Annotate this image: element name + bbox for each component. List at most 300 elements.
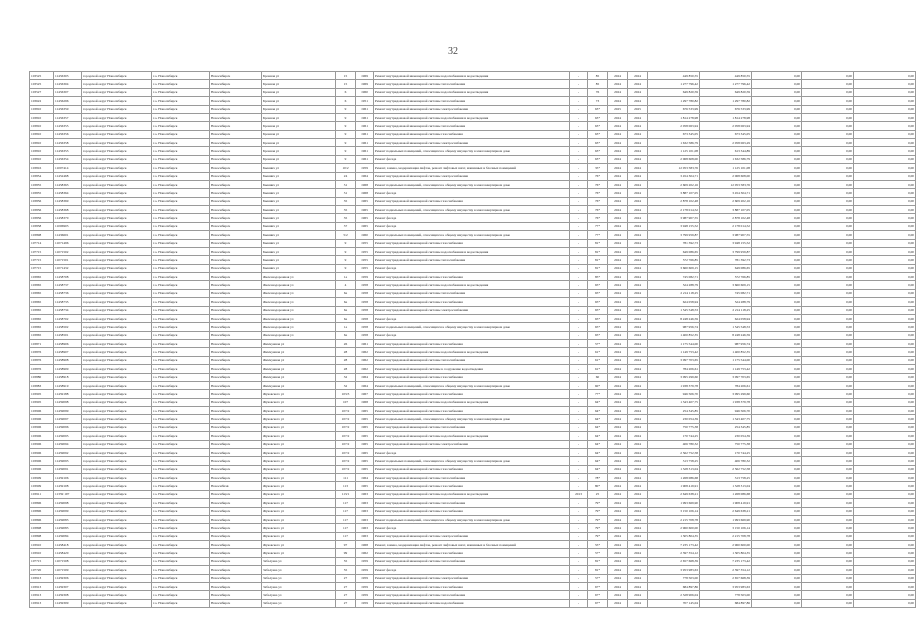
cell-house-number: 111 bbox=[336, 474, 356, 482]
cell-object-id: 103810 bbox=[30, 130, 54, 138]
cell-build-year: 1964 bbox=[356, 474, 374, 482]
cell-plan-year-start: 2024 bbox=[608, 155, 628, 163]
cell-house-number: 9 bbox=[336, 122, 356, 130]
cell-last-repair-year: - bbox=[570, 499, 588, 507]
cell-house-number: 6а bbox=[336, 298, 356, 306]
cell-owner-cost: 0,00 bbox=[802, 273, 854, 281]
cell-house-number: 113/1 bbox=[336, 490, 356, 498]
cell-house-number: 9 bbox=[336, 247, 356, 255]
cell-district: г.о. Новосибирск bbox=[152, 306, 210, 314]
cell-work-id: 11458919 bbox=[54, 381, 82, 389]
cell-plan-year-end: 2024 bbox=[628, 281, 648, 289]
cell-budget-cost: 0,00 bbox=[752, 314, 802, 322]
cell-budget-cost: 0,00 bbox=[752, 599, 802, 607]
cell-work-id: 11459309 bbox=[54, 599, 82, 607]
table-row bbox=[30, 113, 916, 121]
table-row bbox=[30, 247, 916, 255]
table-row bbox=[30, 448, 916, 456]
cell-plan-year-start: 2024 bbox=[608, 189, 628, 197]
cell-settlement: Новосибирск bbox=[210, 172, 262, 180]
cell-street: Жемчужная ул bbox=[262, 365, 336, 373]
cell-object-id: 103856 bbox=[30, 206, 54, 214]
cell-work-type: Ремонт внутридомовой инженерной системы теплоснабжения bbox=[374, 122, 570, 130]
cell-settlement: Новосибирск bbox=[210, 465, 262, 473]
cell-plan-year-start: 2024 bbox=[608, 306, 628, 314]
cell-fund-cost: 2 562 752,58 bbox=[700, 465, 752, 473]
cell-district: г.о. Новосибирск bbox=[152, 515, 210, 523]
cell-plan-year-start: 2024 bbox=[608, 72, 628, 80]
cell-plan-year-start: 2024 bbox=[608, 289, 628, 297]
cell-municipality: городской округ Новосибирск bbox=[82, 549, 152, 557]
cell-fund-cost: 1 908 419,91 bbox=[700, 499, 752, 507]
cell-budget-cost: 0,00 bbox=[752, 381, 802, 389]
cell-other-cost: 0,00 bbox=[854, 541, 916, 549]
cell-fund-cost: 170 744,25 bbox=[700, 448, 752, 456]
cell-plan-year-end: 2024 bbox=[628, 222, 648, 230]
cell-street: Жуковского ул bbox=[262, 524, 336, 532]
cell-other-cost: 0,00 bbox=[854, 164, 916, 172]
cell-street: Забалуева ул bbox=[262, 574, 336, 582]
cell-settlement: Новосибирск bbox=[210, 281, 262, 289]
table-row bbox=[30, 524, 916, 532]
cell-build-year: 1968 bbox=[356, 398, 374, 406]
cell-other-cost: 0,00 bbox=[854, 340, 916, 348]
cell-budget-cost: 0,00 bbox=[752, 214, 802, 222]
table-row bbox=[30, 289, 916, 297]
cell-plan-year-start: 2024 bbox=[608, 390, 628, 398]
cell-build-year: 1959 bbox=[356, 566, 374, 574]
cell-work-type: Ремонт внутридомовой инженерной системы теплоснабжения bbox=[374, 474, 570, 482]
cell-settlement: Новосибирск bbox=[210, 97, 262, 105]
cell-budget-cost: 0,00 bbox=[752, 423, 802, 431]
cell-plan-year-start: 2024 bbox=[608, 373, 628, 381]
cell-total-cost: 673 345,05 bbox=[648, 130, 700, 138]
cell-municipality: городской округ Новосибирск bbox=[82, 507, 152, 515]
cell-owner-cost: 0,00 bbox=[802, 323, 854, 331]
cell-plan-year-start: 2024 bbox=[608, 348, 628, 356]
cell-wear-percent: 76* bbox=[588, 189, 608, 197]
cell-total-cost: 2 328 906,04 bbox=[648, 591, 700, 599]
cell-municipality: городской округ Новосибирск bbox=[82, 356, 152, 364]
cell-plan-year-start: 2024 bbox=[608, 398, 628, 406]
table-row bbox=[30, 582, 916, 590]
cell-district: г.о. Новосибирск bbox=[152, 490, 210, 498]
cell-object-id: 103913 bbox=[30, 591, 54, 599]
cell-budget-cost: 0,00 bbox=[752, 80, 802, 88]
cell-house-number: 31 bbox=[336, 189, 356, 197]
cell-district: г.о. Новосибирск bbox=[152, 566, 210, 574]
cell-object-id: 103865 bbox=[30, 281, 54, 289]
cell-last-repair-year: - bbox=[570, 591, 588, 599]
cell-object-id: 103865 bbox=[30, 306, 54, 314]
cell-municipality: городской округ Новосибирск bbox=[82, 298, 152, 306]
cell-street: Жуковского ул bbox=[262, 398, 336, 406]
cell-wear-percent: 64* bbox=[588, 432, 608, 440]
cell-municipality: городской округ Новосибирск bbox=[82, 105, 152, 113]
cell-object-id: 103906 bbox=[30, 440, 54, 448]
cell-district: г.о. Новосибирск bbox=[152, 582, 210, 590]
cell-object-id: 103810 bbox=[30, 113, 54, 121]
cell-settlement: Новосибирск bbox=[210, 88, 262, 96]
cell-work-type: Ремонт внутридомовой инженерной системы водоснабжения и водоотведения bbox=[374, 88, 570, 96]
cell-work-type: Ремонт, замена, модернизация лифтов, ремонт лифтовых шахт, машинных и блочных помещений bbox=[374, 541, 570, 549]
cell-plan-year-end: 2024 bbox=[628, 306, 648, 314]
cell-other-cost: 0,00 bbox=[854, 474, 916, 482]
cell-house-number: 28 bbox=[336, 348, 356, 356]
cell-plan-year-end: 2024 bbox=[628, 474, 648, 482]
cell-work-id: 11459091 bbox=[54, 465, 82, 473]
cell-plan-year-start: 2024 bbox=[608, 113, 628, 121]
cell-settlement: Новосибирск bbox=[210, 197, 262, 205]
cell-budget-cost: 0,00 bbox=[752, 549, 802, 557]
cell-plan-year-end: 2024 bbox=[628, 515, 648, 523]
cell-settlement: Новосибirsk bbox=[210, 482, 262, 490]
cell-total-cost: 1 305 804,35 bbox=[648, 532, 700, 540]
cell-budget-cost: 0,00 bbox=[752, 222, 802, 230]
cell-fund-cost: 3 150 106,14 bbox=[700, 524, 752, 532]
cell-settlement: Новосибирск bbox=[210, 591, 262, 599]
cell-build-year: 1955 bbox=[356, 239, 374, 247]
cell-wear-percent: 65* bbox=[588, 323, 608, 331]
cell-fund-cost: 2 609 202,16 bbox=[700, 197, 752, 205]
cell-build-year: 1959 bbox=[356, 164, 374, 172]
cell-build-year: 1961 bbox=[356, 113, 374, 121]
cell-object-id: 103816 bbox=[30, 164, 54, 172]
cell-district: г.о. Новосибирск bbox=[152, 189, 210, 197]
table-row bbox=[30, 566, 916, 574]
cell-other-cost: 0,00 bbox=[854, 482, 916, 490]
cell-work-id: 11071502 bbox=[54, 247, 82, 255]
cell-wear-percent: 63* bbox=[588, 105, 608, 113]
cell-municipality: городской округ Новосибирск bbox=[82, 273, 152, 281]
cell-owner-cost: 0,00 bbox=[802, 415, 854, 423]
cell-work-type: Ремонт внутридомовой инженерной системы теплоснабжения bbox=[374, 499, 570, 507]
cell-municipality: городской округ Новосибирск bbox=[82, 541, 152, 549]
table-row bbox=[30, 298, 916, 306]
cell-district: г.о. Новосибирск bbox=[152, 499, 210, 507]
cell-district: г.о. Новосибирск bbox=[152, 331, 210, 339]
cell-house-number: 28 bbox=[336, 356, 356, 364]
cell-owner-cost: 0,00 bbox=[802, 105, 854, 113]
cell-wear-percent: 81* bbox=[588, 566, 608, 574]
cell-plan-year-start: 2024 bbox=[608, 574, 628, 582]
cell-fund-cost: 2 657 668,39 bbox=[700, 574, 752, 582]
cell-owner-cost: 0,00 bbox=[802, 289, 854, 297]
cell-last-repair-year: - bbox=[570, 206, 588, 214]
cell-build-year: 1963 bbox=[356, 524, 374, 532]
table-row bbox=[30, 88, 916, 96]
cell-plan-year-start: 2024 bbox=[608, 440, 628, 448]
cell-street: Жуковского ул bbox=[262, 482, 336, 490]
cell-plan-year-end: 2024 bbox=[628, 574, 648, 582]
cell-build-year: 1958 bbox=[356, 306, 374, 314]
cell-plan-year-end: 2024 bbox=[628, 415, 648, 423]
cell-house-number: 9 bbox=[336, 256, 356, 264]
cell-work-id: 11458909 bbox=[54, 365, 82, 373]
cell-build-year: 1965 bbox=[356, 222, 374, 230]
cell-municipality: городской округ Новосибирск bbox=[82, 331, 152, 339]
cell-settlement: Новосибирск bbox=[210, 331, 262, 339]
cell-owner-cost: 0,00 bbox=[802, 222, 854, 230]
cell-wear-percent: 63* bbox=[588, 155, 608, 163]
cell-wear-percent: 77* bbox=[588, 222, 608, 230]
cell-last-repair-year: - bbox=[570, 147, 588, 155]
cell-total-cost: 254 345,85 bbox=[648, 407, 700, 415]
cell-build-year: 1963 bbox=[356, 499, 374, 507]
cell-fund-cost: 230 054,39 bbox=[700, 432, 752, 440]
table-row bbox=[30, 574, 916, 582]
cell-work-type: Ремонт внутридомовой инженерной системы газоснабжения bbox=[374, 373, 570, 381]
cell-municipality: городской округ Новосибирск bbox=[82, 231, 152, 239]
cell-plan-year-start: 2024 bbox=[608, 172, 628, 180]
cell-fund-cost: 3 953 983,63 bbox=[700, 582, 752, 590]
cell-settlement: Новосибирск bbox=[210, 289, 262, 297]
cell-budget-cost: 0,00 bbox=[752, 432, 802, 440]
cell-object-id: 103906 bbox=[30, 465, 54, 473]
cell-fund-cost: 406 780,32 bbox=[700, 457, 752, 465]
cell-house-number: 37 bbox=[336, 222, 356, 230]
cell-plan-year-start: 2024 bbox=[608, 97, 628, 105]
cell-street: Бывших ул bbox=[262, 264, 336, 272]
cell-budget-cost: 0,00 bbox=[752, 97, 802, 105]
cell-last-repair-year: 2013 bbox=[570, 490, 588, 498]
cell-work-type: Ремонт внутридомовой инженерной системы водоснабжения и водоотведения bbox=[374, 247, 570, 255]
cell-municipality: городской округ Новосибирск bbox=[82, 499, 152, 507]
cell-budget-cost: 0,00 bbox=[752, 113, 802, 121]
cell-fund-cost: 2 397 354,12 bbox=[700, 566, 752, 574]
cell-work-type: Ремонт внутридомовой инженерной системы газоснабжения bbox=[374, 582, 570, 590]
cell-budget-cost: 0,00 bbox=[752, 440, 802, 448]
cell-object-id: 103876 bbox=[30, 356, 54, 364]
cell-total-cost: 1 125 101,08 bbox=[648, 147, 700, 155]
cell-wear-percent: 64* bbox=[588, 465, 608, 473]
cell-total-cost: 3 095 299,60 bbox=[648, 373, 700, 381]
cell-street: Жуковского ул bbox=[262, 499, 336, 507]
cell-district: г.о. Новосибирск bbox=[152, 599, 210, 607]
cell-other-cost: 0,00 bbox=[854, 80, 916, 88]
cell-owner-cost: 0,00 bbox=[802, 239, 854, 247]
cell-municipality: городской округ Новосибирск bbox=[82, 306, 152, 314]
cell-total-cost: 649 820,59 bbox=[648, 88, 700, 96]
cell-last-repair-year: - bbox=[570, 432, 588, 440]
cell-fund-cost: 7 235 173,42 bbox=[700, 557, 752, 565]
cell-district: г.о. Новосибирск bbox=[152, 164, 210, 172]
cell-house-number: 31 bbox=[336, 180, 356, 188]
cell-object-id: 103896 bbox=[30, 499, 54, 507]
cell-other-cost: 0,00 bbox=[854, 465, 916, 473]
cell-plan-year-end: 2024 bbox=[628, 507, 648, 515]
cell-plan-year-start: 2024 bbox=[608, 591, 628, 599]
cell-wear-percent: 65* bbox=[588, 306, 608, 314]
cell-fund-cost: 778 503,00 bbox=[700, 591, 752, 599]
cell-district: г.о. Новосибирск bbox=[152, 423, 210, 431]
cell-build-year: 1961 bbox=[356, 155, 374, 163]
cell-work-type: Ремонт внутридомовой инженерной системы газоснабжения bbox=[374, 507, 570, 515]
cell-total-cost: 313 758,25 bbox=[648, 457, 700, 465]
cell-total-cost: 12 053 583,76 bbox=[648, 164, 700, 172]
cell-total-cost: 1 297 780,82 bbox=[648, 97, 700, 105]
cell-work-id: 11459092 bbox=[54, 448, 82, 456]
cell-plan-year-end: 2024 bbox=[628, 239, 648, 247]
cell-build-year: 1962 bbox=[356, 549, 374, 557]
cell-budget-cost: 0,00 bbox=[752, 591, 802, 599]
cell-other-cost: 0,00 bbox=[854, 197, 916, 205]
cell-district: г.о. Новосибирск bbox=[152, 88, 210, 96]
cell-plan-year-start: 2024 bbox=[608, 139, 628, 147]
cell-house-number: 15 bbox=[336, 80, 356, 88]
cell-work-type: Ремонт подвальных помещений, относящихся к общему имуществу в многоквартирном доме bbox=[374, 515, 570, 523]
cell-district: г.о. Новосибирск bbox=[152, 231, 210, 239]
cell-house-number: 55 bbox=[336, 566, 356, 574]
table-row bbox=[30, 323, 916, 331]
table-row bbox=[30, 331, 916, 339]
cell-build-year: 1959 bbox=[356, 273, 374, 281]
cell-owner-cost: 0,00 bbox=[802, 365, 854, 373]
cell-street: Бронная ул bbox=[262, 97, 336, 105]
cell-last-repair-year: - bbox=[570, 197, 588, 205]
cell-work-id: 11459106 bbox=[54, 474, 82, 482]
cell-wear-percent: 55* bbox=[588, 541, 608, 549]
cell-other-cost: 0,00 bbox=[854, 231, 916, 239]
cell-work-id: 11459098 bbox=[54, 499, 82, 507]
table-row bbox=[30, 474, 916, 482]
cell-plan-year-end: 2024 bbox=[628, 214, 648, 222]
cell-wear-percent: 64* bbox=[588, 407, 608, 415]
cell-street: Железнодорожная ул bbox=[262, 306, 336, 314]
cell-settlement: Новосибирск bbox=[210, 247, 262, 255]
cell-street: Жуковского ул bbox=[262, 448, 336, 456]
cell-last-repair-year: - bbox=[570, 214, 588, 222]
cell-municipality: городской округ Новосибирск bbox=[82, 582, 152, 590]
cell-fund-cost: 684 897,86 bbox=[700, 599, 752, 607]
cell-object-id: 103909 bbox=[30, 474, 54, 482]
cell-plan-year-end: 2024 bbox=[628, 348, 648, 356]
cell-settlement: Новосибирск bbox=[210, 557, 262, 565]
cell-work-type: Ремонт внутридомовой инженерной системы электроснабжения bbox=[374, 105, 570, 113]
cell-house-number: 107/2 bbox=[336, 423, 356, 431]
cell-work-type: Ремонт внутридомовой инженерной системы электроснабжения bbox=[374, 440, 570, 448]
cell-other-cost: 0,00 bbox=[854, 247, 916, 255]
cell-fund-cost: 1 328 313,04 bbox=[700, 482, 752, 490]
cell-work-type: Ремонт, замена, модернизация лифтов, ремонт лифтовых шахт, машинных и блочных помещений bbox=[374, 164, 570, 172]
cell-settlement: Новосибирск bbox=[210, 105, 262, 113]
cell-build-year: 1963 bbox=[356, 515, 374, 523]
table-row bbox=[30, 381, 916, 389]
cell-other-cost: 0,00 bbox=[854, 415, 916, 423]
cell-street: Забалуева ул bbox=[262, 582, 336, 590]
cell-last-repair-year: - bbox=[570, 566, 588, 574]
cell-settlement: Новосибирск bbox=[210, 72, 262, 80]
cell-budget-cost: 0,00 bbox=[752, 164, 802, 172]
cell-settlement: Новосибирск bbox=[210, 222, 262, 230]
cell-budget-cost: 0,00 bbox=[752, 499, 802, 507]
cell-plan-year-end: 2024 bbox=[628, 407, 648, 415]
cell-total-cost: 946 506,70 bbox=[648, 390, 700, 398]
cell-last-repair-year: - bbox=[570, 507, 588, 515]
cell-last-repair-year: - bbox=[570, 390, 588, 398]
cell-district: г.о. Новосибирск bbox=[152, 348, 210, 356]
cell-settlement: Новосибирск bbox=[210, 474, 262, 482]
cell-house-number: 107/2 bbox=[336, 440, 356, 448]
cell-settlement: Новосибирск bbox=[210, 365, 262, 373]
cell-municipality: городской округ Новосибирск bbox=[82, 432, 152, 440]
cell-plan-year-start: 2024 bbox=[608, 381, 628, 389]
cell-street: Жуковского ул bbox=[262, 549, 336, 557]
cell-wear-percent: 85 bbox=[588, 80, 608, 88]
cell-work-id: 11458364 bbox=[54, 189, 82, 197]
table-row bbox=[30, 231, 916, 239]
cell-house-number: 4 bbox=[336, 281, 356, 289]
cell-street: Забалуева ул bbox=[262, 557, 336, 565]
cell-build-year: 1961 bbox=[356, 122, 374, 130]
cell-last-repair-year: - bbox=[570, 532, 588, 540]
cell-plan-year-start: 2024 bbox=[608, 582, 628, 590]
cell-street: Забалуева ул bbox=[262, 591, 336, 599]
cell-fund-cost: 1 149 753,42 bbox=[700, 365, 752, 373]
cell-total-cost: 676 533,99 bbox=[648, 105, 700, 113]
cell-plan-year-end: 2024 bbox=[628, 80, 648, 88]
cell-total-cost: 3 987 907,55 bbox=[648, 214, 700, 222]
cell-other-cost: 0,00 bbox=[854, 524, 916, 532]
cell-fund-cost: 1 814 278,98 bbox=[700, 113, 752, 121]
cell-work-type: Ремонт фасада bbox=[374, 155, 570, 163]
cell-house-number: 1а bbox=[336, 273, 356, 281]
cell-fund-cost: 613 344,89 bbox=[700, 147, 752, 155]
cell-street: Жемчужная ул bbox=[262, 356, 336, 364]
cell-build-year: 1965 bbox=[356, 407, 374, 415]
cell-other-cost: 0,00 bbox=[854, 440, 916, 448]
cell-build-year: 1959 bbox=[356, 591, 374, 599]
cell-street: Жуковского ул bbox=[262, 390, 336, 398]
table-row bbox=[30, 72, 916, 80]
cell-settlement: Новосибирск bbox=[210, 524, 262, 532]
cell-district: г.о. Новосибирск bbox=[152, 448, 210, 456]
cell-settlement: Новосибирск bbox=[210, 189, 262, 197]
cell-wear-percent: 67* bbox=[588, 591, 608, 599]
cell-fund-cost: 2 214 118,25 bbox=[700, 306, 752, 314]
cell-total-cost: 7 235 173,42 bbox=[648, 541, 700, 549]
cell-last-repair-year: - bbox=[570, 314, 588, 322]
cell-last-repair-year: - bbox=[570, 574, 588, 582]
cell-house-number: 32 bbox=[336, 381, 356, 389]
cell-district: г.о. Новосибирск bbox=[152, 524, 210, 532]
table-row bbox=[30, 465, 916, 473]
cell-street: Жуковского ул bbox=[262, 465, 336, 473]
cell-street: Бывших ул bbox=[262, 197, 336, 205]
cell-settlement: Новосибирск bbox=[210, 407, 262, 415]
cell-plan-year-start: 2024 bbox=[608, 273, 628, 281]
cell-build-year: 1965 bbox=[356, 214, 374, 222]
cell-district: г.о. Новосибирск bbox=[152, 415, 210, 423]
cell-last-repair-year: - bbox=[570, 398, 588, 406]
cell-work-type: Ремонт подвальных помещений, относящихся к общему имуществу в многоквартирном доме bbox=[374, 180, 570, 188]
cell-fund-cost: 1 632 586,79 bbox=[700, 155, 752, 163]
cell-plan-year-end: 2024 bbox=[628, 398, 648, 406]
table-row bbox=[30, 97, 916, 105]
cell-street: Бронная ул bbox=[262, 155, 336, 163]
cell-total-cost: 1 400 852,35 bbox=[648, 331, 700, 339]
cell-house-number: 27 bbox=[336, 574, 356, 582]
cell-budget-cost: 0,00 bbox=[752, 373, 802, 381]
table-row bbox=[30, 515, 916, 523]
cell-object-id: 103865 bbox=[30, 289, 54, 297]
cell-total-cost: 987 956,74 bbox=[648, 323, 700, 331]
cell-fund-cost: 781 392,73 bbox=[700, 256, 752, 264]
cell-plan-year-start: 2024 bbox=[608, 365, 628, 373]
table-row bbox=[30, 373, 916, 381]
cell-work-type: Ремонт внутридомовой инженерной системы водоснабжения и водоотведения bbox=[374, 281, 570, 289]
cell-street: Бронная ул bbox=[262, 72, 336, 80]
